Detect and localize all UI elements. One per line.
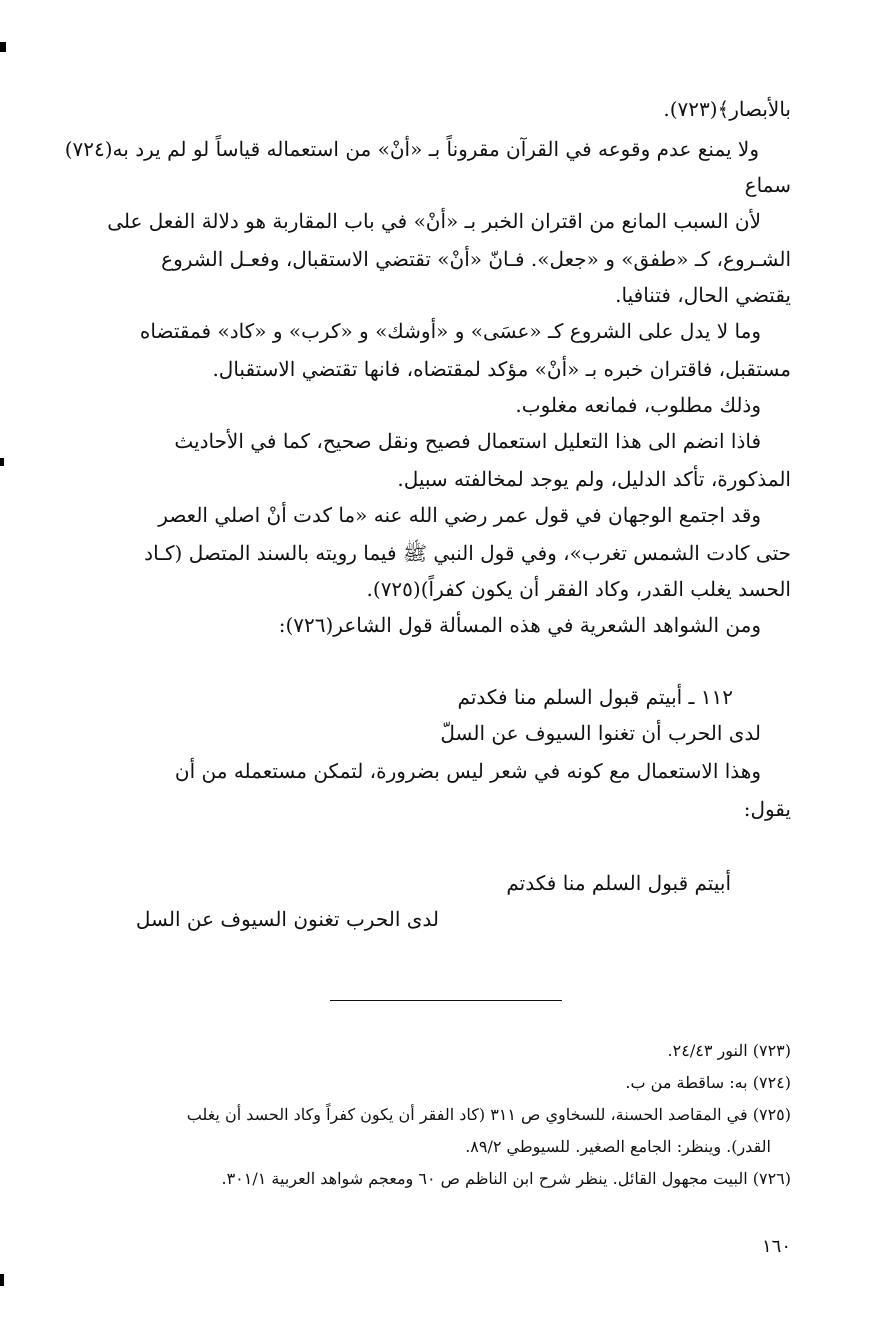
body-line: وقد اجتمع الوجهان في قول عمر رضي الله عنه «ما كدت أنْ اصلي العصر xyxy=(158,503,761,527)
scan-edge-mark xyxy=(0,42,6,52)
footnote: (٧٢٦) البيت مجهول القائل. ينظر شرح ابن الناظم ص ٦٠ ومعجم شواهد العربية ٣٠١/١. xyxy=(221,1169,791,1188)
body-line: الشـروع، كـ «طفق» و «جعل». فـانّ «أنْ» تقتضي الاستقبال، وفعـل الشروع xyxy=(161,247,791,271)
body-line: بالأبصار﴾(٧٢٣). xyxy=(663,97,791,121)
scan-edge-mark xyxy=(0,458,4,466)
body-line: مستقبل، فاقتران خبره بـ «أنْ» مؤكد لمقتضاه، فانها تقتضي الاستقبال. xyxy=(212,357,791,381)
verse-second-hemistich: لدى الحرب أن تغنوا السيوف عن السلّ xyxy=(440,721,761,745)
body-line: وهذا الاستعمال مع كونه في شعر ليس بضرورة، لتمكن مستعمله من أن xyxy=(174,759,761,783)
body-line: ولا يمنع عدم وقوعه في القرآن مقروناً بـ «أنْ» من استعماله قياساً لو لم يرد به(٧٢٤) xyxy=(64,137,759,161)
body-line: يقول: xyxy=(743,797,791,821)
verse-first-hemistich: أبيتم قبول السلم منا فكدتم xyxy=(506,871,731,895)
body-line: سماع xyxy=(744,173,791,197)
page-number: ١٦٠ xyxy=(761,1236,791,1257)
body-line: المذكورة، تأكد الدليل، ولم يوجد لمخالفته سبيل. xyxy=(397,467,791,491)
footnote-separator xyxy=(330,1000,562,1001)
footnote: (٧٢٤) به: ساقطة من ب. xyxy=(625,1073,791,1092)
body-line: وما لا يدل على الشروع كـ «عسَى» و «أوشك» و «كرب» و «كاد» فمقتضاه xyxy=(139,319,761,343)
body-line: يقتضي الحال، فتنافيا. xyxy=(615,283,791,307)
body-line: الحسد يغلب القدر، وكاد الفقر أن يكون كفراً)(٧٢٥). xyxy=(366,577,791,601)
body-line: فاذا انضم الى هذا التعليل استعمال فصيح ونقل صحيح، كما في الأحاديث xyxy=(174,429,761,453)
footnote-continuation: القدر). وينظر: الجامع الصغير. للسيوطي ٨٩/٢. xyxy=(465,1137,771,1156)
body-line: حتى كادت الشمس تغرب»، وفي قول النبي ﷺ فيما رويته بالسند المتصل (كـاد xyxy=(144,541,791,565)
verse-first-hemistich: ١١٢ ـ أبيتم قبول السلم منا فكدتم xyxy=(457,685,733,709)
scan-edge-mark xyxy=(0,1274,4,1286)
body-line: لأن السبب المانع من اقتران الخبر بـ «أنْ» في باب المقاربة هو دلالة الفعل على xyxy=(107,209,761,233)
body-line: ومن الشواهد الشعرية في هذه المسألة قول الشاعر(٧٢٦): xyxy=(278,613,761,637)
verse-second-hemistich: لدى الحرب تغنون السيوف عن السل xyxy=(135,907,439,931)
body-line: وذلك مطلوب، فمانعه مغلوب. xyxy=(515,393,761,417)
footnote: (٧٢٥) في المقاصد الحسنة، للسخاوي ص ٣١١ (كاد الفقر أن يكون كفراً وكاد الحسد أن يغلب xyxy=(186,1105,791,1124)
footnote: (٧٢٣) النور ٢٤/٤٣. xyxy=(667,1041,791,1060)
